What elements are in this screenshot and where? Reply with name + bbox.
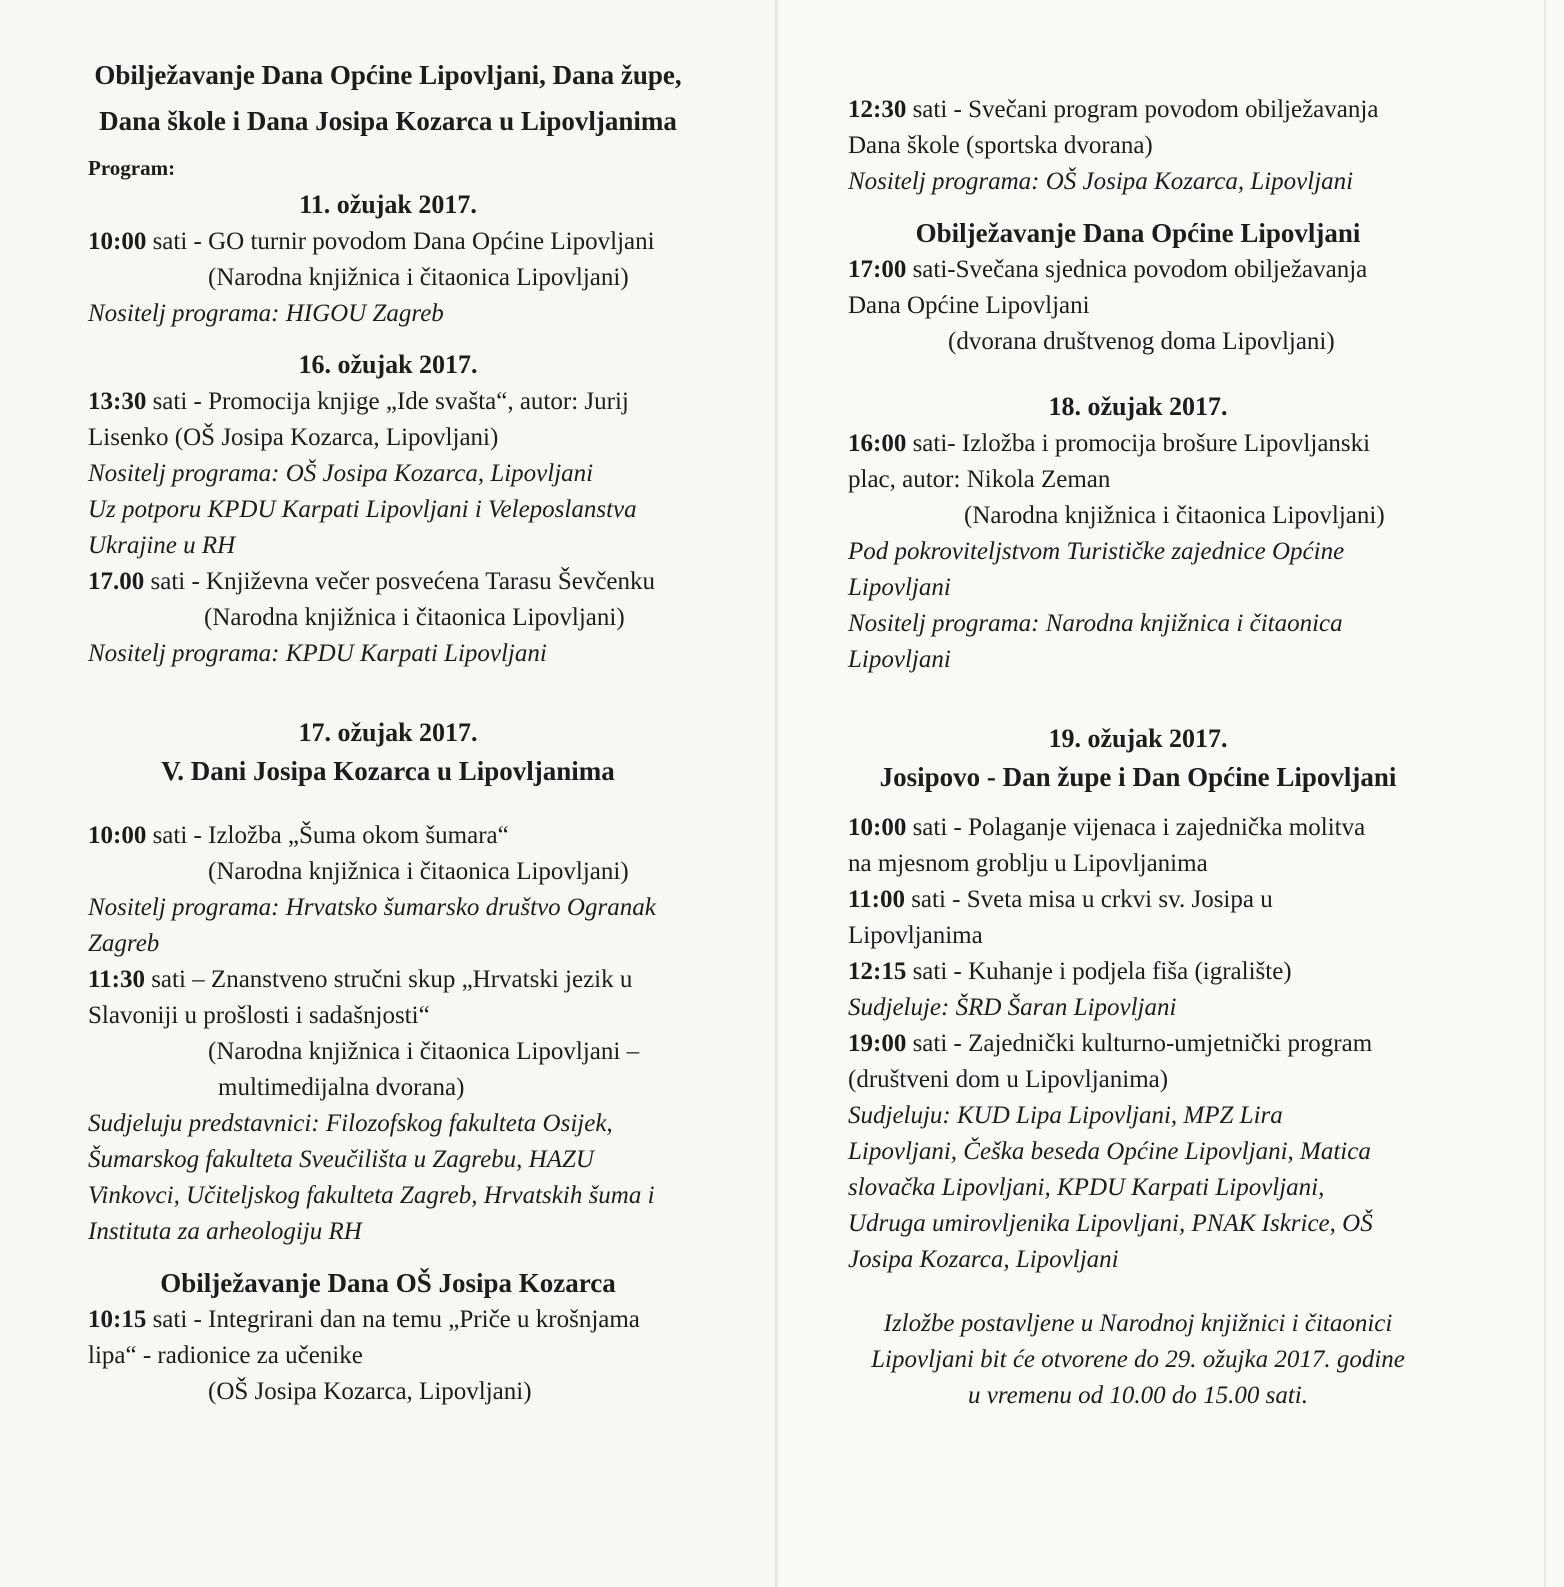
spacer bbox=[88, 1250, 688, 1264]
event-time: 10:00 bbox=[88, 822, 147, 849]
event-participants: slovačka Lipovljani, KPDU Karpati Lipovljani, bbox=[848, 1174, 1325, 1201]
event-support: Ukrajine u RH bbox=[88, 532, 236, 559]
event-line bbox=[848, 810, 1428, 846]
exhibition-note: Lipovljani bit će otvorene do 29. ožujka 2017. godine bbox=[871, 1346, 1405, 1373]
program-label: Program: bbox=[88, 156, 176, 180]
event-line bbox=[848, 252, 1428, 288]
date-heading: 18. ožujak 2017. bbox=[1048, 392, 1228, 421]
event-location: (OŠ Josipa Kozarca, Lipovljani) bbox=[208, 1378, 532, 1405]
event-organizer: Nositelj programa: Narodna knjižnica i čitaonica bbox=[848, 610, 1343, 637]
event-organizer: Nositelj programa: OŠ Josipa Kozarca, Lipovljani bbox=[88, 460, 594, 487]
event-participants: Vinkovci, Učiteljskog fakulteta Zagreb, Hrvatskih šuma i bbox=[88, 1182, 655, 1209]
spacer bbox=[848, 706, 1428, 720]
section-title: Obilježavanje Dana OŠ Josipa Kozarca bbox=[160, 1268, 616, 1298]
date-heading: 19. ožujak 2017. bbox=[1048, 724, 1228, 753]
event-line bbox=[848, 954, 1428, 990]
spacer bbox=[848, 1278, 1428, 1306]
event-time: 12:15 bbox=[848, 958, 907, 985]
event-text: sati - Zajednički kulturno-umjetnički program bbox=[906, 1030, 1373, 1057]
spacer bbox=[88, 332, 688, 346]
event-location: multimedijalna dvorana) bbox=[218, 1074, 465, 1101]
event-text: sati - Promocija knjige „Ide svašta“, autor: Jurij bbox=[146, 388, 629, 415]
event-time: 10:00 bbox=[88, 228, 147, 255]
event-organizer: Nositelj programa: HIGOU Zagreb bbox=[88, 300, 444, 327]
event-organizer: Nositelj programa: OŠ Josipa Kozarca, Lipovljani bbox=[848, 168, 1354, 195]
event-location: (dvorana društvenog doma Lipovljani) bbox=[948, 328, 1335, 355]
event-line bbox=[848, 882, 1428, 918]
event-organizer: Lipovljani bbox=[848, 646, 951, 673]
document-title-line1: Obilježavanje Dana Općine Lipovljani, Dana župe, bbox=[94, 60, 682, 90]
event-location: (Narodna knjižnica i čitaonica Lipovljani) bbox=[204, 604, 625, 631]
exhibition-note: Izložbe postavljene u Narodnoj knjižnici i čitaonici bbox=[883, 1310, 1393, 1337]
event-text-cont: Dana škole (sportska dvorana) bbox=[848, 132, 1153, 159]
section-subtitle: Josipovo - Dan župe i Dan Općine Lipovljani bbox=[879, 762, 1397, 792]
event-line bbox=[88, 384, 688, 420]
event-text: sati-Svečana sjednica povodom obilježavanja bbox=[906, 256, 1368, 283]
event-line bbox=[88, 1302, 688, 1338]
event-organizer: Nositelj programa: KPDU Karpati Lipovljani bbox=[88, 640, 547, 667]
event-time: 17.00 bbox=[88, 568, 145, 595]
spacer bbox=[848, 678, 1428, 706]
event-participants: Sudjeluju predstavnici: Filozofskog fakulteta Osijek, bbox=[88, 1110, 613, 1137]
event-participants: Sudjeluju: KUD Lipa Lipovljani, MPZ Lira bbox=[848, 1102, 1283, 1129]
event-text-cont: plac, autor: Nikola Zeman bbox=[848, 466, 1111, 493]
event-time: 10:15 bbox=[88, 1306, 147, 1333]
left-page bbox=[0, 0, 775, 1587]
event-patronage: Pod pokroviteljstvom Turističke zajednice Općine bbox=[848, 538, 1345, 565]
event-line bbox=[848, 92, 1428, 128]
event-text: sati – Znanstveno stručni skup „Hrvatski jezik u bbox=[144, 966, 633, 993]
date-heading: 17. ožujak 2017. bbox=[298, 718, 478, 747]
event-text-cont: lipa“ - radionice za učenike bbox=[88, 1342, 363, 1369]
spacer bbox=[848, 200, 1428, 214]
event-location: (Narodna knjižnica i čitaonica Lipovljani – bbox=[208, 1038, 640, 1065]
spacer bbox=[88, 790, 688, 818]
event-line bbox=[88, 564, 688, 600]
event-text: sati - Polaganje vijenaca i zajednička molitva bbox=[906, 814, 1366, 841]
date-heading: 11. ožujak 2017. bbox=[299, 190, 477, 219]
event-location: (Narodna knjižnica i čitaonica Lipovljani) bbox=[964, 502, 1385, 529]
event-text: sati- Izložba i promocija brošure Lipovljanski bbox=[906, 430, 1371, 457]
event-organizer: Nositelj programa: Hrvatsko šumarsko društvo Ogranak bbox=[88, 894, 656, 921]
event-patronage: Lipovljani bbox=[848, 574, 951, 601]
event-text-cont: Slavoniji u prošlosti i sadašnjosti“ bbox=[88, 1002, 430, 1029]
event-text-cont: (društveni dom u Lipovljanima) bbox=[848, 1066, 1169, 1093]
event-participants: Sudjeluje: ŠRD Šaran Lipovljani bbox=[848, 994, 1177, 1021]
event-time: 19:00 bbox=[848, 1030, 907, 1057]
event-support: Uz potporu KPDU Karpati Lipovljani i Veleposlanstva bbox=[88, 496, 637, 523]
section-subtitle: V. Dani Josipa Kozarca u Lipovljanima bbox=[161, 756, 615, 786]
event-text: sati - GO turnir povodom Dana Općine Lipovljani bbox=[146, 228, 655, 255]
event-participants: Instituta za arheologiju RH bbox=[88, 1218, 362, 1245]
event-text: sati - Integrirani dan na temu „Priče u krošnjama bbox=[146, 1306, 640, 1333]
event-text-cont: Dana Općine Lipovljani bbox=[848, 292, 1090, 319]
event-time: 13:30 bbox=[88, 388, 147, 415]
event-time: 12:30 bbox=[848, 96, 907, 123]
event-text-cont: na mjesnom groblju u Lipovljanima bbox=[848, 850, 1208, 877]
event-time: 17:00 bbox=[848, 256, 907, 283]
event-line bbox=[848, 426, 1428, 462]
event-time: 11:30 bbox=[88, 966, 145, 993]
event-text-cont: Lipovljanima bbox=[848, 922, 983, 949]
event-participants: Šumarskog fakulteta Sveučilišta u Zagrebu, HAZU bbox=[88, 1146, 594, 1173]
event-line bbox=[88, 224, 688, 260]
event-location: (Narodna knjižnica i čitaonica Lipovljani) bbox=[208, 264, 629, 291]
event-line bbox=[88, 962, 688, 998]
spacer bbox=[88, 700, 688, 714]
event-text: sati - Sveta misa u crkvi sv. Josipa u bbox=[904, 886, 1273, 913]
event-participants: Udruga umirovljenika Lipovljani, PNAK Iskrice, OŠ bbox=[848, 1210, 1373, 1237]
event-participants: Lipovljani, Češka beseda Općine Lipovljani, Matica bbox=[848, 1138, 1371, 1165]
right-column bbox=[848, 92, 1428, 1414]
event-organizer: Zagreb bbox=[88, 930, 160, 957]
spacer bbox=[88, 672, 688, 700]
event-text: sati - Kuhanje i podjela fiša (igralište) bbox=[906, 958, 1292, 985]
page-edge bbox=[1544, 0, 1546, 1587]
event-time: 11:00 bbox=[848, 886, 905, 913]
event-line bbox=[88, 818, 688, 854]
event-location: (Narodna knjižnica i čitaonica Lipovljani) bbox=[208, 858, 629, 885]
spacer bbox=[848, 360, 1428, 388]
left-column bbox=[88, 52, 688, 1410]
spacer bbox=[848, 796, 1428, 810]
event-line bbox=[848, 1026, 1428, 1062]
section-title: Obilježavanje Dana Općine Lipovljani bbox=[915, 218, 1361, 248]
event-time: 16:00 bbox=[848, 430, 907, 457]
right-page bbox=[778, 0, 1564, 1587]
event-participants: Josipa Kozarca, Lipovljani bbox=[848, 1246, 1119, 1273]
document-title-line2: Dana škole i Dana Josipa Kozarca u Lipovljanima bbox=[99, 106, 677, 136]
date-heading: 16. ožujak 2017. bbox=[298, 350, 478, 379]
event-text: sati - Svečani program povodom obilježavanja bbox=[906, 96, 1379, 123]
event-time: 10:00 bbox=[848, 814, 907, 841]
event-text: sati - Književna večer posvećena Tarasu Ševčenku bbox=[144, 568, 656, 595]
event-text-cont: Lisenko (OŠ Josipa Kozarca, Lipovljani) bbox=[88, 424, 499, 451]
exhibition-note: u vremenu od 10.00 do 15.00 sati. bbox=[967, 1382, 1308, 1409]
event-text: sati - Izložba „Šuma okom šumara“ bbox=[146, 822, 509, 849]
